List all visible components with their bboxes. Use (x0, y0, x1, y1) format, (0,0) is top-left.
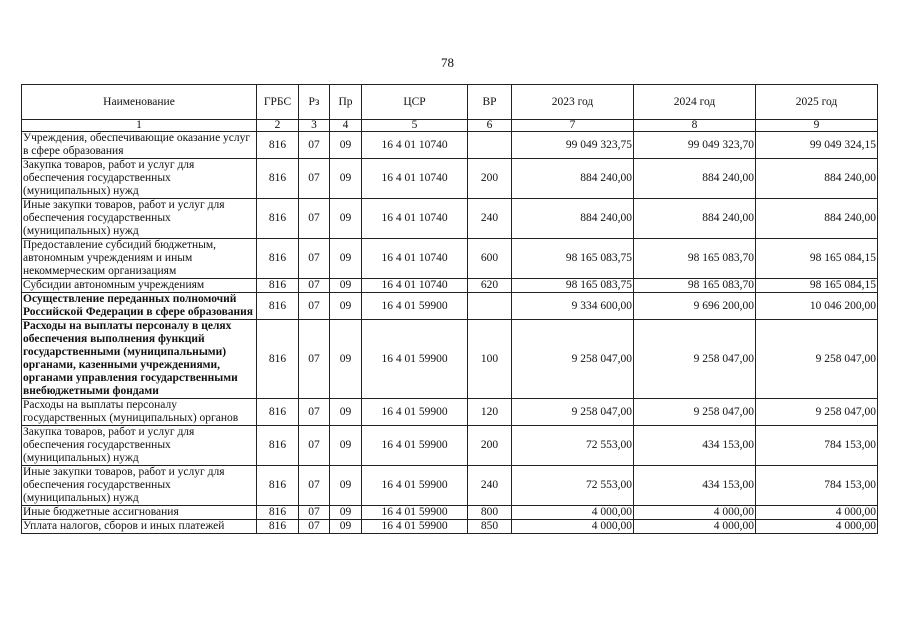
cell-csr: 16 4 01 59900 (362, 399, 468, 426)
cell-vr: 600 (468, 239, 512, 279)
cell-grbs: 816 (257, 132, 299, 159)
cell-2025: 784 153,00 (756, 466, 878, 506)
cell-name: Расходы на выплаты персоналу государственных (муниципальных) органов (22, 399, 257, 426)
cell-csr: 16 4 01 10740 (362, 132, 468, 159)
cell-2025: 4 000,00 (756, 506, 878, 520)
cell-grbs: 816 (257, 399, 299, 426)
cell-vr: 200 (468, 159, 512, 199)
cell-vr (468, 132, 512, 159)
cell-csr: 16 4 01 59900 (362, 506, 468, 520)
cell-rz: 07 (299, 426, 330, 466)
cell-2024: 98 165 083,70 (634, 279, 756, 293)
cell-2023: 98 165 083,75 (512, 239, 634, 279)
column-number: 6 (468, 120, 512, 132)
cell-name: Расходы на выплаты персоналу в целях обеспечения выполнения функций государственными (муниципальными) органами, казенными учреждениями, органами управления государственными внебюджетными фондами (22, 320, 257, 399)
header-2024: 2024 год (634, 85, 756, 120)
cell-2023: 4 000,00 (512, 520, 634, 534)
cell-vr: 850 (468, 520, 512, 534)
cell-2025: 98 165 084,15 (756, 279, 878, 293)
table-row (22, 399, 878, 426)
column-number: 4 (330, 120, 362, 132)
cell-2025: 884 240,00 (756, 159, 878, 199)
cell-name: Субсидии автономным учреждениям (22, 279, 257, 293)
cell-grbs: 816 (257, 506, 299, 520)
header-vr: ВР (468, 85, 512, 120)
cell-name: Иные закупки товаров, работ и услуг для обеспечения государственных (муниципальных) нужд (22, 466, 257, 506)
cell-2024: 98 165 083,70 (634, 239, 756, 279)
cell-rz: 07 (299, 520, 330, 534)
cell-2023: 4 000,00 (512, 506, 634, 520)
table-row (22, 159, 878, 199)
cell-csr: 16 4 01 59900 (362, 466, 468, 506)
cell-pr: 09 (330, 239, 362, 279)
cell-name: Предоставление субсидий бюджетным, автономным учреждениям и иным некоммерческим организациям (22, 239, 257, 279)
cell-rz: 07 (299, 239, 330, 279)
column-number: 7 (512, 120, 634, 132)
cell-2024: 434 153,00 (634, 466, 756, 506)
cell-pr: 09 (330, 199, 362, 239)
header-name: Наименование (22, 85, 257, 120)
cell-name: Закупка товаров, работ и услуг для обеспечения государственных (муниципальных) нужд (22, 426, 257, 466)
cell-2023: 98 165 083,75 (512, 279, 634, 293)
cell-2025: 784 153,00 (756, 426, 878, 466)
cell-2024: 884 240,00 (634, 199, 756, 239)
cell-rz: 07 (299, 399, 330, 426)
cell-rz: 07 (299, 132, 330, 159)
cell-grbs: 816 (257, 279, 299, 293)
cell-2023: 9 258 047,00 (512, 399, 634, 426)
cell-pr: 09 (330, 279, 362, 293)
header-pr: Пр (330, 85, 362, 120)
cell-csr: 16 4 01 10740 (362, 279, 468, 293)
cell-name: Учреждения, обеспечивающие оказание услуг в сфере образования (22, 132, 257, 159)
cell-name: Закупка товаров, работ и услуг для обеспечения государственных (муниципальных) нужд (22, 159, 257, 199)
cell-vr: 120 (468, 399, 512, 426)
cell-pr: 09 (330, 466, 362, 506)
cell-2023: 9 334 600,00 (512, 293, 634, 320)
table-row (22, 426, 878, 466)
page-number: 78 (441, 55, 454, 70)
cell-2025: 98 165 084,15 (756, 239, 878, 279)
cell-2023: 72 553,00 (512, 426, 634, 466)
cell-csr: 16 4 01 59900 (362, 293, 468, 320)
cell-2023: 72 553,00 (512, 466, 634, 506)
cell-rz: 07 (299, 506, 330, 520)
cell-rz: 07 (299, 320, 330, 399)
table-row (22, 520, 878, 534)
cell-vr: 100 (468, 320, 512, 399)
cell-csr: 16 4 01 10740 (362, 199, 468, 239)
cell-pr: 09 (330, 520, 362, 534)
table-row (22, 279, 878, 293)
table-row (22, 466, 878, 506)
column-number: 1 (22, 120, 257, 132)
cell-vr: 200 (468, 426, 512, 466)
header-grbs: ГРБС (257, 85, 299, 120)
cell-csr: 16 4 01 10740 (362, 159, 468, 199)
cell-2025: 10 046 200,00 (756, 293, 878, 320)
table-header-row (22, 85, 878, 120)
cell-name: Иные бюджетные ассигнования (22, 506, 257, 520)
cell-rz: 07 (299, 466, 330, 506)
header-2023: 2023 год (512, 85, 634, 120)
cell-2025: 9 258 047,00 (756, 320, 878, 399)
table-row (22, 506, 878, 520)
cell-grbs: 816 (257, 159, 299, 199)
cell-vr (468, 293, 512, 320)
cell-pr: 09 (330, 399, 362, 426)
cell-2024: 99 049 323,70 (634, 132, 756, 159)
cell-2024: 434 153,00 (634, 426, 756, 466)
cell-rz: 07 (299, 279, 330, 293)
table-body (22, 132, 878, 534)
column-number: 9 (756, 120, 878, 132)
header-csr: ЦСР (362, 85, 468, 120)
cell-2024: 4 000,00 (634, 520, 756, 534)
cell-2023: 9 258 047,00 (512, 320, 634, 399)
cell-2025: 4 000,00 (756, 520, 878, 534)
cell-2025: 99 049 324,15 (756, 132, 878, 159)
cell-grbs: 816 (257, 320, 299, 399)
cell-vr: 800 (468, 506, 512, 520)
cell-2023: 884 240,00 (512, 159, 634, 199)
cell-vr: 240 (468, 199, 512, 239)
cell-grbs: 816 (257, 426, 299, 466)
cell-2024: 9 258 047,00 (634, 399, 756, 426)
table-row (22, 293, 878, 320)
header-rz: Рз (299, 85, 330, 120)
cell-2025: 884 240,00 (756, 199, 878, 239)
cell-rz: 07 (299, 293, 330, 320)
cell-2023: 884 240,00 (512, 199, 634, 239)
cell-name: Иные закупки товаров, работ и услуг для обеспечения государственных (муниципальных) нужд (22, 199, 257, 239)
cell-grbs: 816 (257, 466, 299, 506)
cell-csr: 16 4 01 59900 (362, 320, 468, 399)
table-row (22, 239, 878, 279)
cell-pr: 09 (330, 132, 362, 159)
column-number-row (22, 120, 878, 132)
column-number: 8 (634, 120, 756, 132)
cell-2024: 4 000,00 (634, 506, 756, 520)
cell-rz: 07 (299, 199, 330, 239)
cell-name: Уплата налогов, сборов и иных платежей (22, 520, 257, 534)
header-2025: 2025 год (756, 85, 878, 120)
cell-name: Осуществление переданных полномочий Российской Федерации в сфере образования (22, 293, 257, 320)
cell-grbs: 816 (257, 199, 299, 239)
column-number: 5 (362, 120, 468, 132)
cell-csr: 16 4 01 59900 (362, 520, 468, 534)
cell-grbs: 816 (257, 239, 299, 279)
column-number: 2 (257, 120, 299, 132)
cell-vr: 240 (468, 466, 512, 506)
cell-pr: 09 (330, 320, 362, 399)
cell-csr: 16 4 01 10740 (362, 239, 468, 279)
cell-2025: 9 258 047,00 (756, 399, 878, 426)
cell-2023: 99 049 323,75 (512, 132, 634, 159)
table-row (22, 320, 878, 399)
cell-2024: 9 696 200,00 (634, 293, 756, 320)
cell-pr: 09 (330, 293, 362, 320)
table-row (22, 132, 878, 159)
cell-rz: 07 (299, 159, 330, 199)
budget-table (21, 84, 878, 534)
column-number: 3 (299, 120, 330, 132)
cell-vr: 620 (468, 279, 512, 293)
cell-2024: 884 240,00 (634, 159, 756, 199)
cell-pr: 09 (330, 506, 362, 520)
cell-csr: 16 4 01 59900 (362, 426, 468, 466)
cell-grbs: 816 (257, 520, 299, 534)
table-row (22, 199, 878, 239)
cell-pr: 09 (330, 426, 362, 466)
cell-grbs: 816 (257, 293, 299, 320)
cell-2024: 9 258 047,00 (634, 320, 756, 399)
cell-pr: 09 (330, 159, 362, 199)
